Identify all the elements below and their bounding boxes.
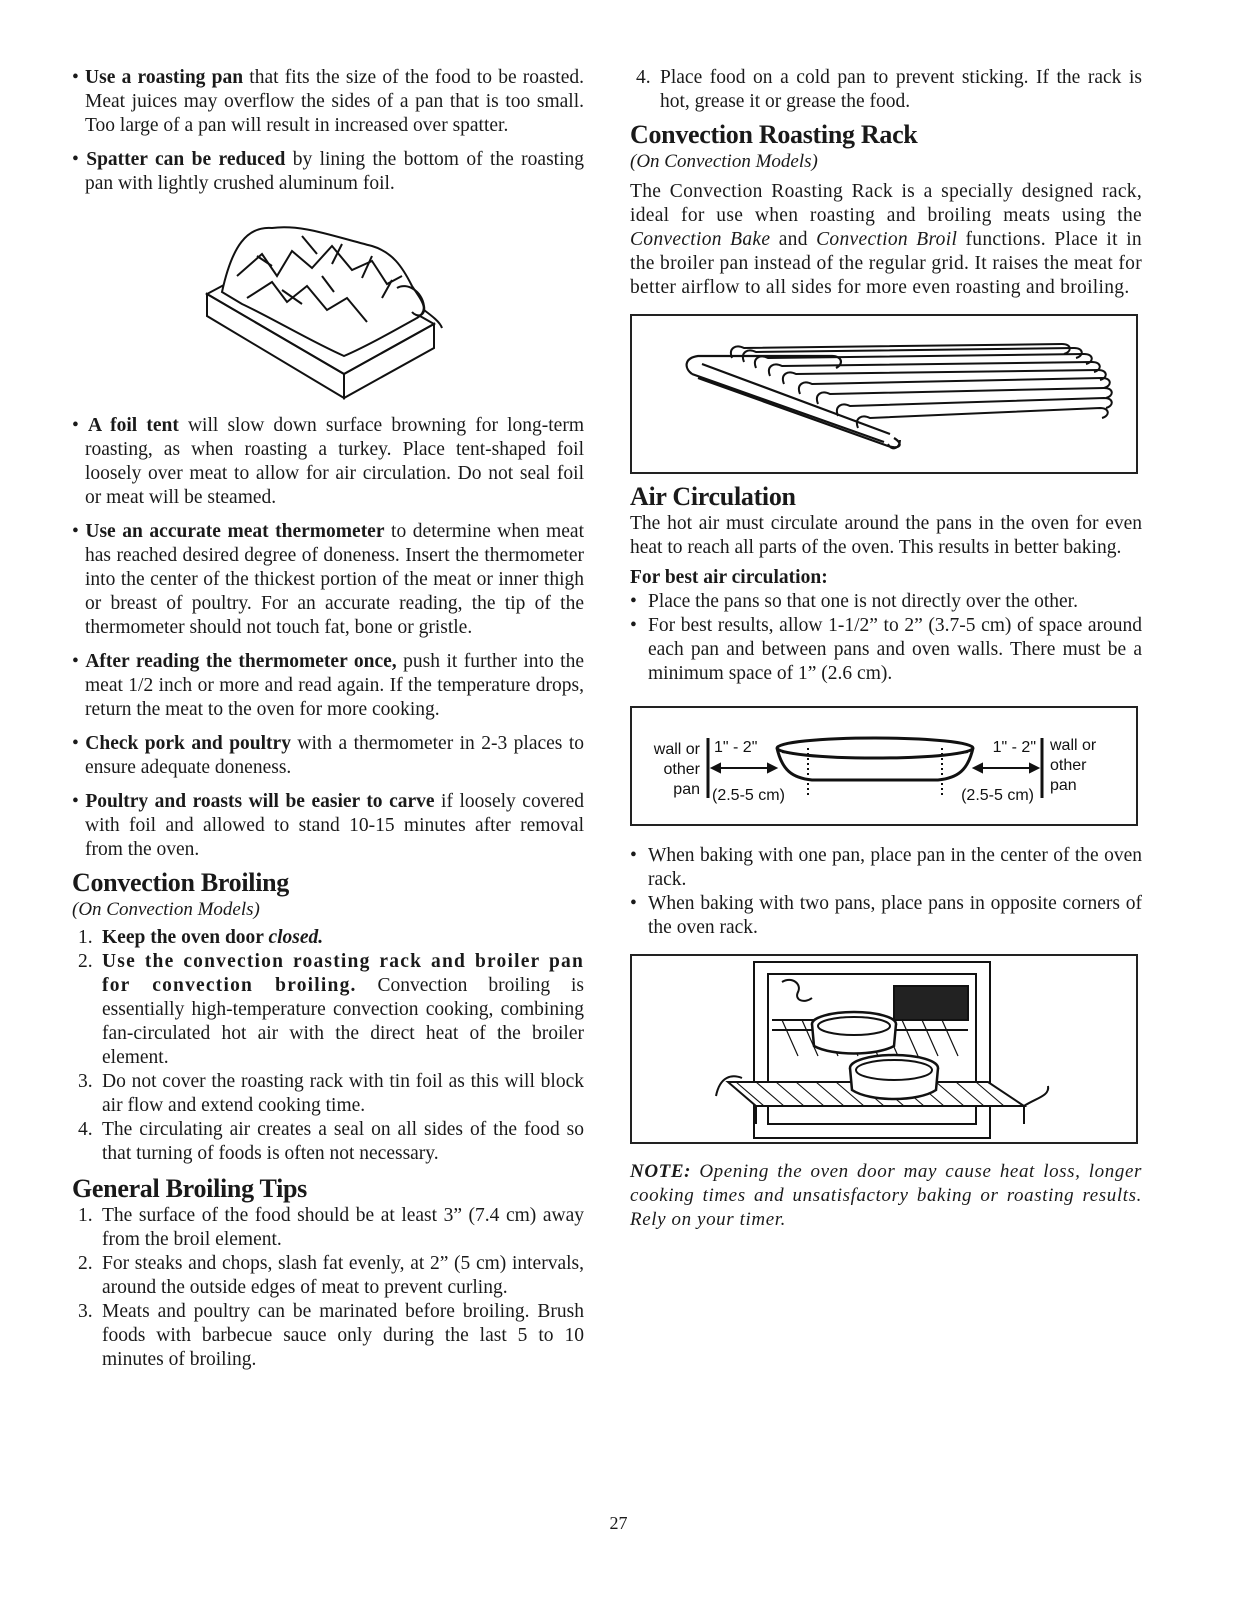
list-item: 4. The circulating air creates a seal on all sides of the food so that turning of foods is often not necessary.	[78, 1119, 584, 1164]
general-broiling-list	[72, 1204, 584, 1372]
right-wall-label-1: wall or	[1050, 737, 1097, 754]
right-column	[630, 66, 1142, 1232]
foil-pan-drawing	[72, 206, 584, 414]
roasting-rack-paragraph: The Convection Roasting Rack is a specially designed rack, ideal for use when roasting and broiling meats using the Convection Bake and Convection Broil functions. Place it in the broiler pan instead of the regular grid. It raises the meat for better airflow to all sides for more even roasting and broiling.	[630, 181, 1142, 298]
bullet-pork-poultry: • Check pork and poultry with a thermometer in 2-3 places to ensure adequate doneness.	[72, 733, 585, 778]
convection-broiling-list	[72, 926, 584, 1166]
right-cm-label: (2.5-5 cm)	[961, 787, 1034, 804]
roasting-bullets-mid	[72, 414, 584, 862]
best-air-label: For best air circulation:	[630, 567, 828, 588]
left-wall-label-2: other	[663, 761, 700, 778]
list-item: 2. Use the convection roasting rack and broiler pan for convection broiling. Convection broiling is essentially high-temperature convection cooking, combining fan-circulated hot air with the direct heat of the broiler element.	[78, 951, 584, 1068]
list-item: 1. Keep the oven door closed.	[78, 927, 324, 948]
heading-convection-broiling: Convection Broiling	[72, 868, 290, 897]
list-item: 1. The surface of the food should be at least 3” (7.4 cm) away from the broil element.	[78, 1205, 584, 1250]
roasting-rack-drawing	[632, 316, 1136, 472]
foil-pan-illustration	[72, 206, 584, 414]
pan-spacing-figure	[630, 706, 1138, 826]
list-item: • Place the pans so that one is not directly over the other.	[630, 591, 1078, 612]
bullet-read-again: • After reading the thermometer once, push it further into the meat 1/2 inch or more and read again. If the temperature drops, return the meat to the oven for more cooking.	[72, 651, 585, 720]
roasting-rack-figure	[630, 314, 1138, 474]
sub-convection-broiling: (On Convection Models)	[72, 899, 260, 920]
bullet-spatter: • Spatter can be reduced by lining the bottom of the roasting pan with lightly crushed aluminum foil.	[72, 149, 585, 194]
roasting-bullets-top	[72, 66, 584, 196]
oven-pans-figure	[630, 954, 1138, 1144]
left-cm-label: (2.5-5 cm)	[712, 787, 785, 804]
list-item: • For best results, allow 1-1/2” to 2” (3.7-5 cm) of space around each pan and between pans and oven walls. There must be a minimum space of 1” (2.6 cm).	[630, 615, 1142, 684]
left-wall-label-1: wall or	[653, 741, 700, 758]
right-dim-label: 1" - 2"	[992, 739, 1036, 756]
bullet-carve: • Poultry and roasts will be easier to carve if loosely covered with foil and allowed to stand 10-15 minutes after removal from the oven.	[72, 791, 585, 860]
page-number: 27	[609, 1513, 628, 1533]
left-dim-label: 1" - 2"	[714, 739, 758, 756]
list-item: • When baking with two pans, place pans in opposite corners of the oven rack.	[630, 893, 1142, 938]
air-circulation-bullets	[630, 590, 1142, 686]
heading-convection-roasting-rack: Convection Roasting Rack	[630, 120, 918, 149]
heading-air-circulation: Air Circulation	[630, 482, 796, 511]
list-item: • When baking with one pan, place pan in the center of the oven rack.	[630, 845, 1142, 890]
oven-pans-drawing	[632, 956, 1136, 1142]
pan-placement-bullets	[630, 844, 1142, 940]
list-item: 3. Do not cover the roasting rack with tin foil as this will block air flow and extend cooking time.	[78, 1071, 584, 1116]
left-wall-label-3: pan	[673, 781, 700, 798]
list-item: 3. Meats and poultry can be marinated before broiling. Brush foods with barbecue sauce only during the last 5 to 10 minutes of broiling.	[78, 1301, 584, 1370]
bullet-roasting-pan: • Use a roasting pan that fits the size of the food to be roasted. Meat juices may overflow the sides of a pan that is too small. Too large of a pan will result in increased over spatter.	[72, 67, 584, 136]
air-circulation-intro: The hot air must circulate around the pans in the oven for even heat to reach all parts of the oven. This results in better baking.	[630, 513, 1142, 558]
right-wall-label-2: other	[1050, 757, 1087, 774]
left-column	[72, 66, 584, 1372]
sub-convection-roasting-rack: (On Convection Models)	[630, 151, 818, 172]
list-item: 4. Place food on a cold pan to prevent sticking. If the rack is hot, grease it or grease the food.	[636, 67, 1142, 112]
right-wall-label-3: pan	[1050, 777, 1077, 794]
bullet-foil-tent: • A foil tent will slow down surface browning for long-term roasting, as when roasting a turkey. Place tent-shaped foil loosely over meat to allow for air circulation. Do not seal foil or meat will be steamed.	[72, 415, 584, 508]
pan-spacing-diagram	[632, 708, 1136, 824]
note-paragraph: NOTE: Opening the oven door may cause heat loss, longer cooking times and unsatisfactory baking or roasting results. Rely on your timer.	[630, 1161, 1142, 1230]
list-item: 2. For steaks and chops, slash fat evenly, at 2” (5 cm) intervals, around the outside edges of meat to prevent curling.	[78, 1253, 584, 1298]
bullet-meat-thermometer: • Use an accurate meat thermometer to determine when meat has reached desired degree of doneness. Insert the thermometer into the center of the thickest portion of the meat or inner thigh or breast of poultry. For an accurate reading, the tip of the thermometer should not touch fat, bone or gristle.	[72, 521, 584, 638]
roasting-list-continued	[630, 66, 1142, 114]
heading-general-broiling: General Broiling Tips	[72, 1174, 307, 1203]
